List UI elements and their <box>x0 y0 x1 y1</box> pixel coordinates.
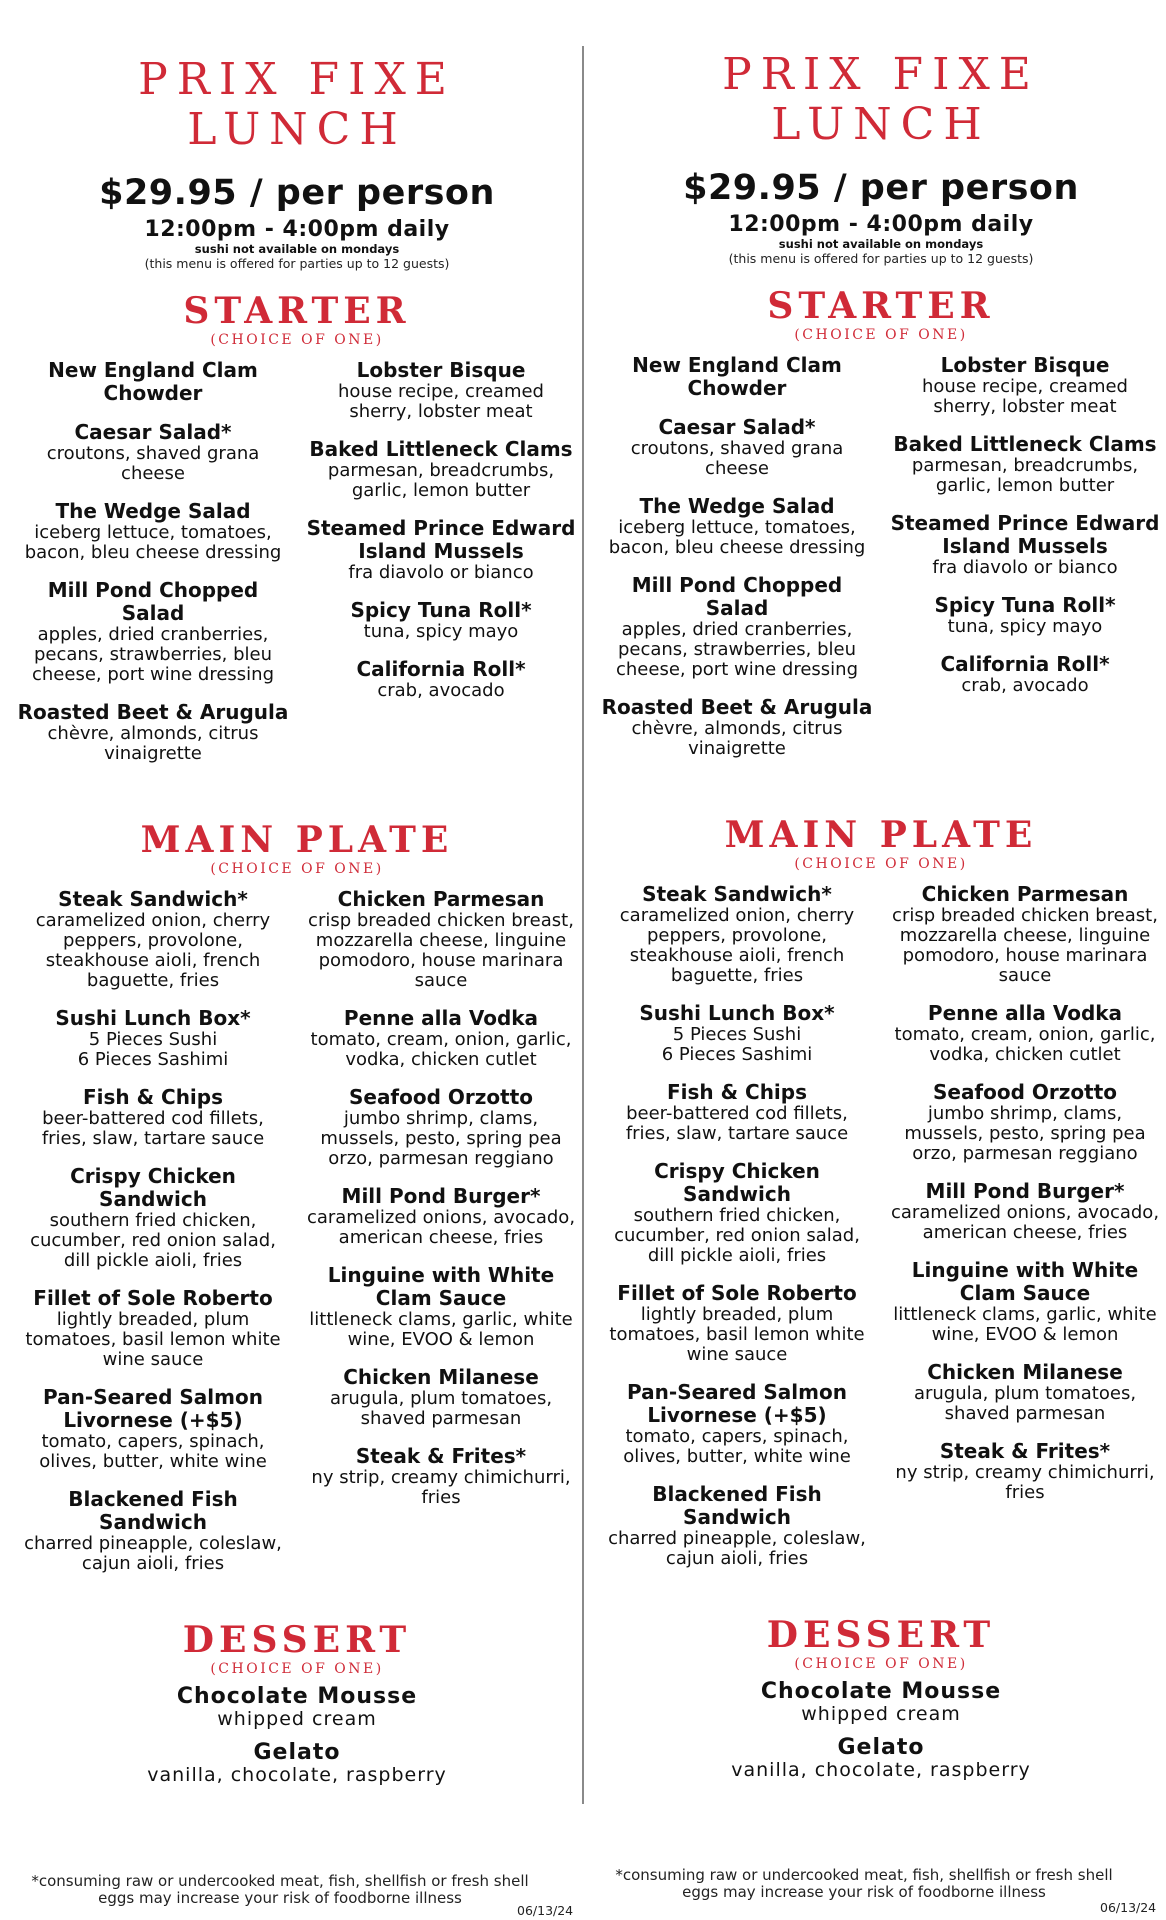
item-name: Steak Sandwich* <box>58 887 248 911</box>
item-name: Baked Littleneck Clams <box>893 432 1157 456</box>
menu-item <box>889 594 1161 637</box>
party-note: (this menu is offered for parties up to 12 guests) <box>144 256 450 271</box>
item-name: The Wedge Salad <box>639 494 835 518</box>
title-line-1: PRIX FIXE <box>722 49 1040 100</box>
item-description: jumbo shrimp, clams, mussels, pesto, spring pea orzo, parmesan reggiano <box>320 1108 562 1169</box>
dessert-subtitle: (CHOICE OF ONE) <box>794 1656 968 1672</box>
item-name: California Roll* <box>356 657 526 681</box>
menu-item <box>601 883 873 986</box>
item-name: Caesar Salad* <box>74 420 232 444</box>
item-description: tuna, spicy mayo <box>947 616 1103 637</box>
item-name: Linguine with White Clam Sauce <box>327 1263 555 1310</box>
item-name: Roasted Beet & Arugula <box>601 695 873 719</box>
price: $29.95 / per person <box>99 173 495 213</box>
menu-item <box>889 653 1161 696</box>
item-description: tomato, cream, onion, garlic, vodka, chicken cutlet <box>310 1029 572 1070</box>
item-name: Caesar Salad* <box>658 415 816 439</box>
item-description: caramelized onions, avocado, american cheese, fries <box>890 1202 1160 1243</box>
menu-item <box>17 701 289 764</box>
item-description: beer-battered cod fillets, fries, slaw, tartare sauce <box>625 1103 849 1144</box>
dessert-title: DESSERT <box>182 1619 412 1661</box>
item-description: tomato, capers, spinach, olives, butter, white wine <box>39 1431 267 1472</box>
starter-columns <box>601 354 1161 775</box>
menu-item <box>601 1282 873 1365</box>
item-description: southern fried chicken, cucumber, red onion salad, dill pickle aioli, fries <box>30 1210 276 1271</box>
starter-column-left <box>601 354 873 775</box>
item-description: beer-battered cod fillets, fries, slaw, tartare sauce <box>41 1108 265 1149</box>
dessert-item <box>17 1684 577 1730</box>
item-name: Crispy Chicken Sandwich <box>654 1159 820 1206</box>
dessert-name: Chocolate Mousse <box>760 1679 1002 1704</box>
menu-item <box>305 1185 577 1248</box>
item-name: Linguine with White Clam Sauce <box>911 1258 1139 1305</box>
item-description: arugula, plum tomatoes, shaved parmesan <box>329 1388 553 1429</box>
starter-title: STARTER <box>183 290 411 332</box>
starter-column-right <box>889 354 1161 775</box>
item-description: arugula, plum tomatoes, shaved parmesan <box>913 1383 1137 1424</box>
item-name: Fish & Chips <box>666 1080 808 1104</box>
dessert-description: vanilla, chocolate, raspberry <box>731 1759 1031 1781</box>
dessert-name: Chocolate Mousse <box>176 1684 418 1709</box>
dessert-title: DESSERT <box>766 1614 996 1656</box>
item-description: fra diavolo or bianco <box>348 562 534 583</box>
menu-title <box>601 50 1161 150</box>
main-column-left <box>601 883 873 1585</box>
menu-item <box>305 1264 577 1350</box>
item-name: Steamed Prince Edward Island Mussels <box>306 516 576 563</box>
item-description: caramelized onion, cherry peppers, provolone, steakhouse aioli, french baguette, fries <box>619 905 855 986</box>
menu-item <box>601 1002 873 1065</box>
hours: 12:00pm - 4:00pm daily <box>144 217 450 242</box>
title-line-2: LUNCH <box>187 104 407 155</box>
item-name: Steak Sandwich* <box>642 882 832 906</box>
item-description: parmesan, breadcrumbs, garlic, lemon butter <box>327 460 555 501</box>
item-name: Spicy Tuna Roll* <box>350 598 532 622</box>
menu-item <box>889 1440 1161 1503</box>
item-description: 6 Pieces Sashimi <box>661 1044 813 1065</box>
menu-item <box>889 883 1161 986</box>
main-title: MAIN PLATE <box>724 814 1038 856</box>
menu-item <box>17 1287 289 1370</box>
item-name: Mill Pond Chopped Salad <box>47 578 259 625</box>
menu-item <box>305 1445 577 1508</box>
menu-panel-right <box>601 50 1161 1791</box>
menu-item <box>305 1086 577 1169</box>
menu-item <box>305 438 577 501</box>
starter-columns <box>17 359 577 780</box>
item-name: California Roll* <box>940 652 1110 676</box>
menu-panel-left <box>17 55 577 1796</box>
menu-title <box>17 55 577 155</box>
item-description: caramelized onions, avocado, american cheese, fries <box>306 1207 576 1248</box>
item-description: tomato, capers, spinach, olives, butter, white wine <box>623 1426 851 1467</box>
dessert-description: whipped cream <box>801 1703 961 1725</box>
item-name: Blackened Fish Sandwich <box>652 1482 822 1529</box>
item-name: Pan-Seared Salmon Livornese (+$5) <box>627 1380 847 1427</box>
item-name: Lobster Bisque <box>940 353 1110 377</box>
menu-item <box>17 500 289 563</box>
item-description: littleneck clams, garlic, white wine, EVOO & lemon <box>309 1309 573 1350</box>
menu-date: 06/13/24 <box>517 1903 574 1918</box>
item-description: tuna, spicy mayo <box>363 621 519 642</box>
item-description: tomato, cream, onion, garlic, vodka, chicken cutlet <box>894 1024 1156 1065</box>
item-name: Baked Littleneck Clams <box>309 437 573 461</box>
item-description: chèvre, almonds, citrus vinaigrette <box>47 723 259 764</box>
menu-item <box>601 1381 873 1467</box>
item-name: Penne alla Vodka <box>927 1001 1123 1025</box>
menu-item <box>889 1180 1161 1243</box>
item-name: Roasted Beet & Arugula <box>17 700 289 724</box>
item-description: croutons, shaved grana cheese <box>46 443 260 484</box>
item-name: Sushi Lunch Box* <box>639 1001 835 1025</box>
hours: 12:00pm - 4:00pm daily <box>728 212 1034 237</box>
menu-item <box>889 1081 1161 1164</box>
item-description: southern fried chicken, cucumber, red onion salad, dill pickle aioli, fries <box>614 1205 860 1266</box>
item-name: Fillet of Sole Roberto <box>617 1281 857 1305</box>
item-name: Fish & Chips <box>82 1085 224 1109</box>
menu-item <box>601 416 873 479</box>
starter-subtitle: (CHOICE OF ONE) <box>794 327 968 343</box>
menu-item <box>17 1165 289 1271</box>
item-description: littleneck clams, garlic, white wine, EVOO & lemon <box>893 1304 1157 1345</box>
title-line-2: LUNCH <box>771 99 991 150</box>
menu-item <box>305 599 577 642</box>
dessert-name: Gelato <box>837 1735 925 1760</box>
menu-item <box>889 1002 1161 1065</box>
item-description: jumbo shrimp, clams, mussels, pesto, spring pea orzo, parmesan reggiano <box>904 1103 1146 1164</box>
menu-header <box>601 50 1161 266</box>
menu-item <box>601 1483 873 1569</box>
item-description: apples, dried cranberries, pecans, strawberries, bleu cheese, port wine dressing <box>32 624 274 685</box>
item-description: house recipe, creamed sherry, lobster meat <box>922 376 1128 417</box>
menu-item <box>17 421 289 484</box>
item-name: Spicy Tuna Roll* <box>934 593 1116 617</box>
dessert-name: Gelato <box>253 1740 341 1765</box>
main-title: MAIN PLATE <box>140 819 454 861</box>
item-description: caramelized onion, cherry peppers, provolone, steakhouse aioli, french baguette, fries <box>35 910 271 991</box>
item-name: Crispy Chicken Sandwich <box>70 1164 236 1211</box>
item-description: ny strip, creamy chimichurri, fries <box>311 1467 571 1508</box>
item-description: 6 Pieces Sashimi <box>77 1049 229 1070</box>
item-description: crisp breaded chicken breast, mozzarella cheese, linguine pomodoro, house marinara sauce <box>892 905 1158 986</box>
item-name: Seafood Orzotto <box>932 1080 1118 1104</box>
menu-item <box>17 1488 289 1574</box>
menu-item <box>305 1007 577 1070</box>
item-description: lightly breaded, plum tomatoes, basil lemon white wine sauce <box>25 1309 281 1370</box>
menu-item <box>601 574 873 680</box>
menu-item <box>17 1086 289 1149</box>
item-description: crab, avocado <box>961 675 1089 696</box>
menu-item <box>601 1160 873 1266</box>
main-subtitle: (CHOICE OF ONE) <box>210 861 384 877</box>
item-name: Steak & Frites* <box>355 1444 527 1468</box>
menu-header <box>17 55 577 271</box>
price: $29.95 / per person <box>683 168 1079 208</box>
menu-item <box>305 517 577 583</box>
dessert-subtitle: (CHOICE OF ONE) <box>210 1661 384 1677</box>
menu-item <box>305 359 577 422</box>
item-description: crab, avocado <box>377 680 505 701</box>
menu-item <box>889 354 1161 417</box>
item-description: chèvre, almonds, citrus vinaigrette <box>631 718 843 759</box>
menu-item <box>305 1366 577 1429</box>
dessert-description: whipped cream <box>217 1708 377 1730</box>
item-name: Fillet of Sole Roberto <box>33 1286 273 1310</box>
party-note: (this menu is offered for parties up to 12 guests) <box>728 251 1034 266</box>
item-description: ny strip, creamy chimichurri, fries <box>895 1462 1155 1503</box>
title-line-1: PRIX FIXE <box>138 54 456 105</box>
center-divider <box>582 46 584 1804</box>
item-description: iceberg lettuce, tomatoes, bacon, bleu cheese dressing <box>24 522 282 563</box>
item-name: Steak & Frites* <box>939 1439 1111 1463</box>
menu-item <box>889 1361 1161 1424</box>
menu-item <box>889 433 1161 496</box>
main-column-left <box>17 888 289 1590</box>
menu-item <box>17 359 289 405</box>
item-name: Mill Pond Burger* <box>341 1184 541 1208</box>
item-description: 5 Pieces Sushi <box>88 1029 218 1050</box>
item-description: apples, dried cranberries, pecans, strawberries, bleu cheese, port wine dressing <box>616 619 858 680</box>
dessert-item <box>601 1735 1161 1781</box>
item-name: Chicken Milanese <box>343 1365 539 1389</box>
menu-item <box>889 512 1161 578</box>
menu-date: 06/13/24 <box>1100 1900 1157 1915</box>
item-name: Blackened Fish Sandwich <box>68 1487 238 1534</box>
menu-item <box>17 888 289 991</box>
item-description: fra diavolo or bianco <box>932 557 1118 578</box>
starter-subtitle: (CHOICE OF ONE) <box>210 332 384 348</box>
item-description: 5 Pieces Sushi <box>672 1024 802 1045</box>
foodborne-disclaimer: *consuming raw or undercooked meat, fish, shellfish or fresh shell eggs may increase your risk of foodborne illness <box>615 1866 1113 1901</box>
menu-item <box>17 1386 289 1472</box>
item-name: Seafood Orzotto <box>348 1085 534 1109</box>
sushi-note: sushi not available on mondays <box>778 237 984 251</box>
menu-item <box>17 1007 289 1070</box>
item-description: house recipe, creamed sherry, lobster meat <box>338 381 544 422</box>
item-name: Penne alla Vodka <box>343 1006 539 1030</box>
starter-column-left <box>17 359 289 780</box>
menu-item <box>601 696 873 759</box>
item-name: New England Clam Chowder <box>632 353 842 400</box>
dessert-item <box>17 1740 577 1786</box>
item-description: iceberg lettuce, tomatoes, bacon, bleu cheese dressing <box>608 517 866 558</box>
menu-item <box>601 1081 873 1144</box>
menu-item <box>305 888 577 991</box>
item-name: Sushi Lunch Box* <box>55 1006 251 1030</box>
menu-item <box>17 579 289 685</box>
item-description: charred pineapple, coleslaw, cajun aioli, fries <box>608 1528 866 1569</box>
item-name: Lobster Bisque <box>356 358 526 382</box>
main-subtitle: (CHOICE OF ONE) <box>794 856 968 872</box>
main-column-right <box>889 883 1161 1585</box>
sushi-note: sushi not available on mondays <box>194 242 400 256</box>
item-description: parmesan, breadcrumbs, garlic, lemon butter <box>911 455 1139 496</box>
main-columns <box>17 888 577 1590</box>
main-columns <box>601 883 1161 1585</box>
menu-item <box>889 1259 1161 1345</box>
item-description: crisp breaded chicken breast, mozzarella cheese, linguine pomodoro, house marinara sauce <box>308 910 574 991</box>
item-name: Mill Pond Burger* <box>925 1179 1125 1203</box>
item-name: Chicken Parmesan <box>921 882 1129 906</box>
menu-item <box>601 495 873 558</box>
item-description: charred pineapple, coleslaw, cajun aioli, fries <box>24 1533 282 1574</box>
item-name: Steamed Prince Edward Island Mussels <box>890 511 1160 558</box>
item-name: Pan-Seared Salmon Livornese (+$5) <box>43 1385 263 1432</box>
foodborne-disclaimer: *consuming raw or undercooked meat, fish, shellfish or fresh shell eggs may increase your risk of foodborne illness <box>31 1872 529 1907</box>
menu-item <box>601 354 873 400</box>
menu-item <box>305 658 577 701</box>
dessert-description: vanilla, chocolate, raspberry <box>147 1764 447 1786</box>
item-name: Chicken Parmesan <box>337 887 545 911</box>
item-name: Mill Pond Chopped Salad <box>631 573 843 620</box>
item-name: New England Clam Chowder <box>48 358 258 405</box>
dessert-item <box>601 1679 1161 1725</box>
item-name: The Wedge Salad <box>55 499 251 523</box>
starter-title: STARTER <box>767 285 995 327</box>
item-name: Chicken Milanese <box>927 1360 1123 1384</box>
item-description: lightly breaded, plum tomatoes, basil lemon white wine sauce <box>609 1304 865 1365</box>
starter-column-right <box>305 359 577 780</box>
item-description: croutons, shaved grana cheese <box>630 438 844 479</box>
main-column-right <box>305 888 577 1590</box>
